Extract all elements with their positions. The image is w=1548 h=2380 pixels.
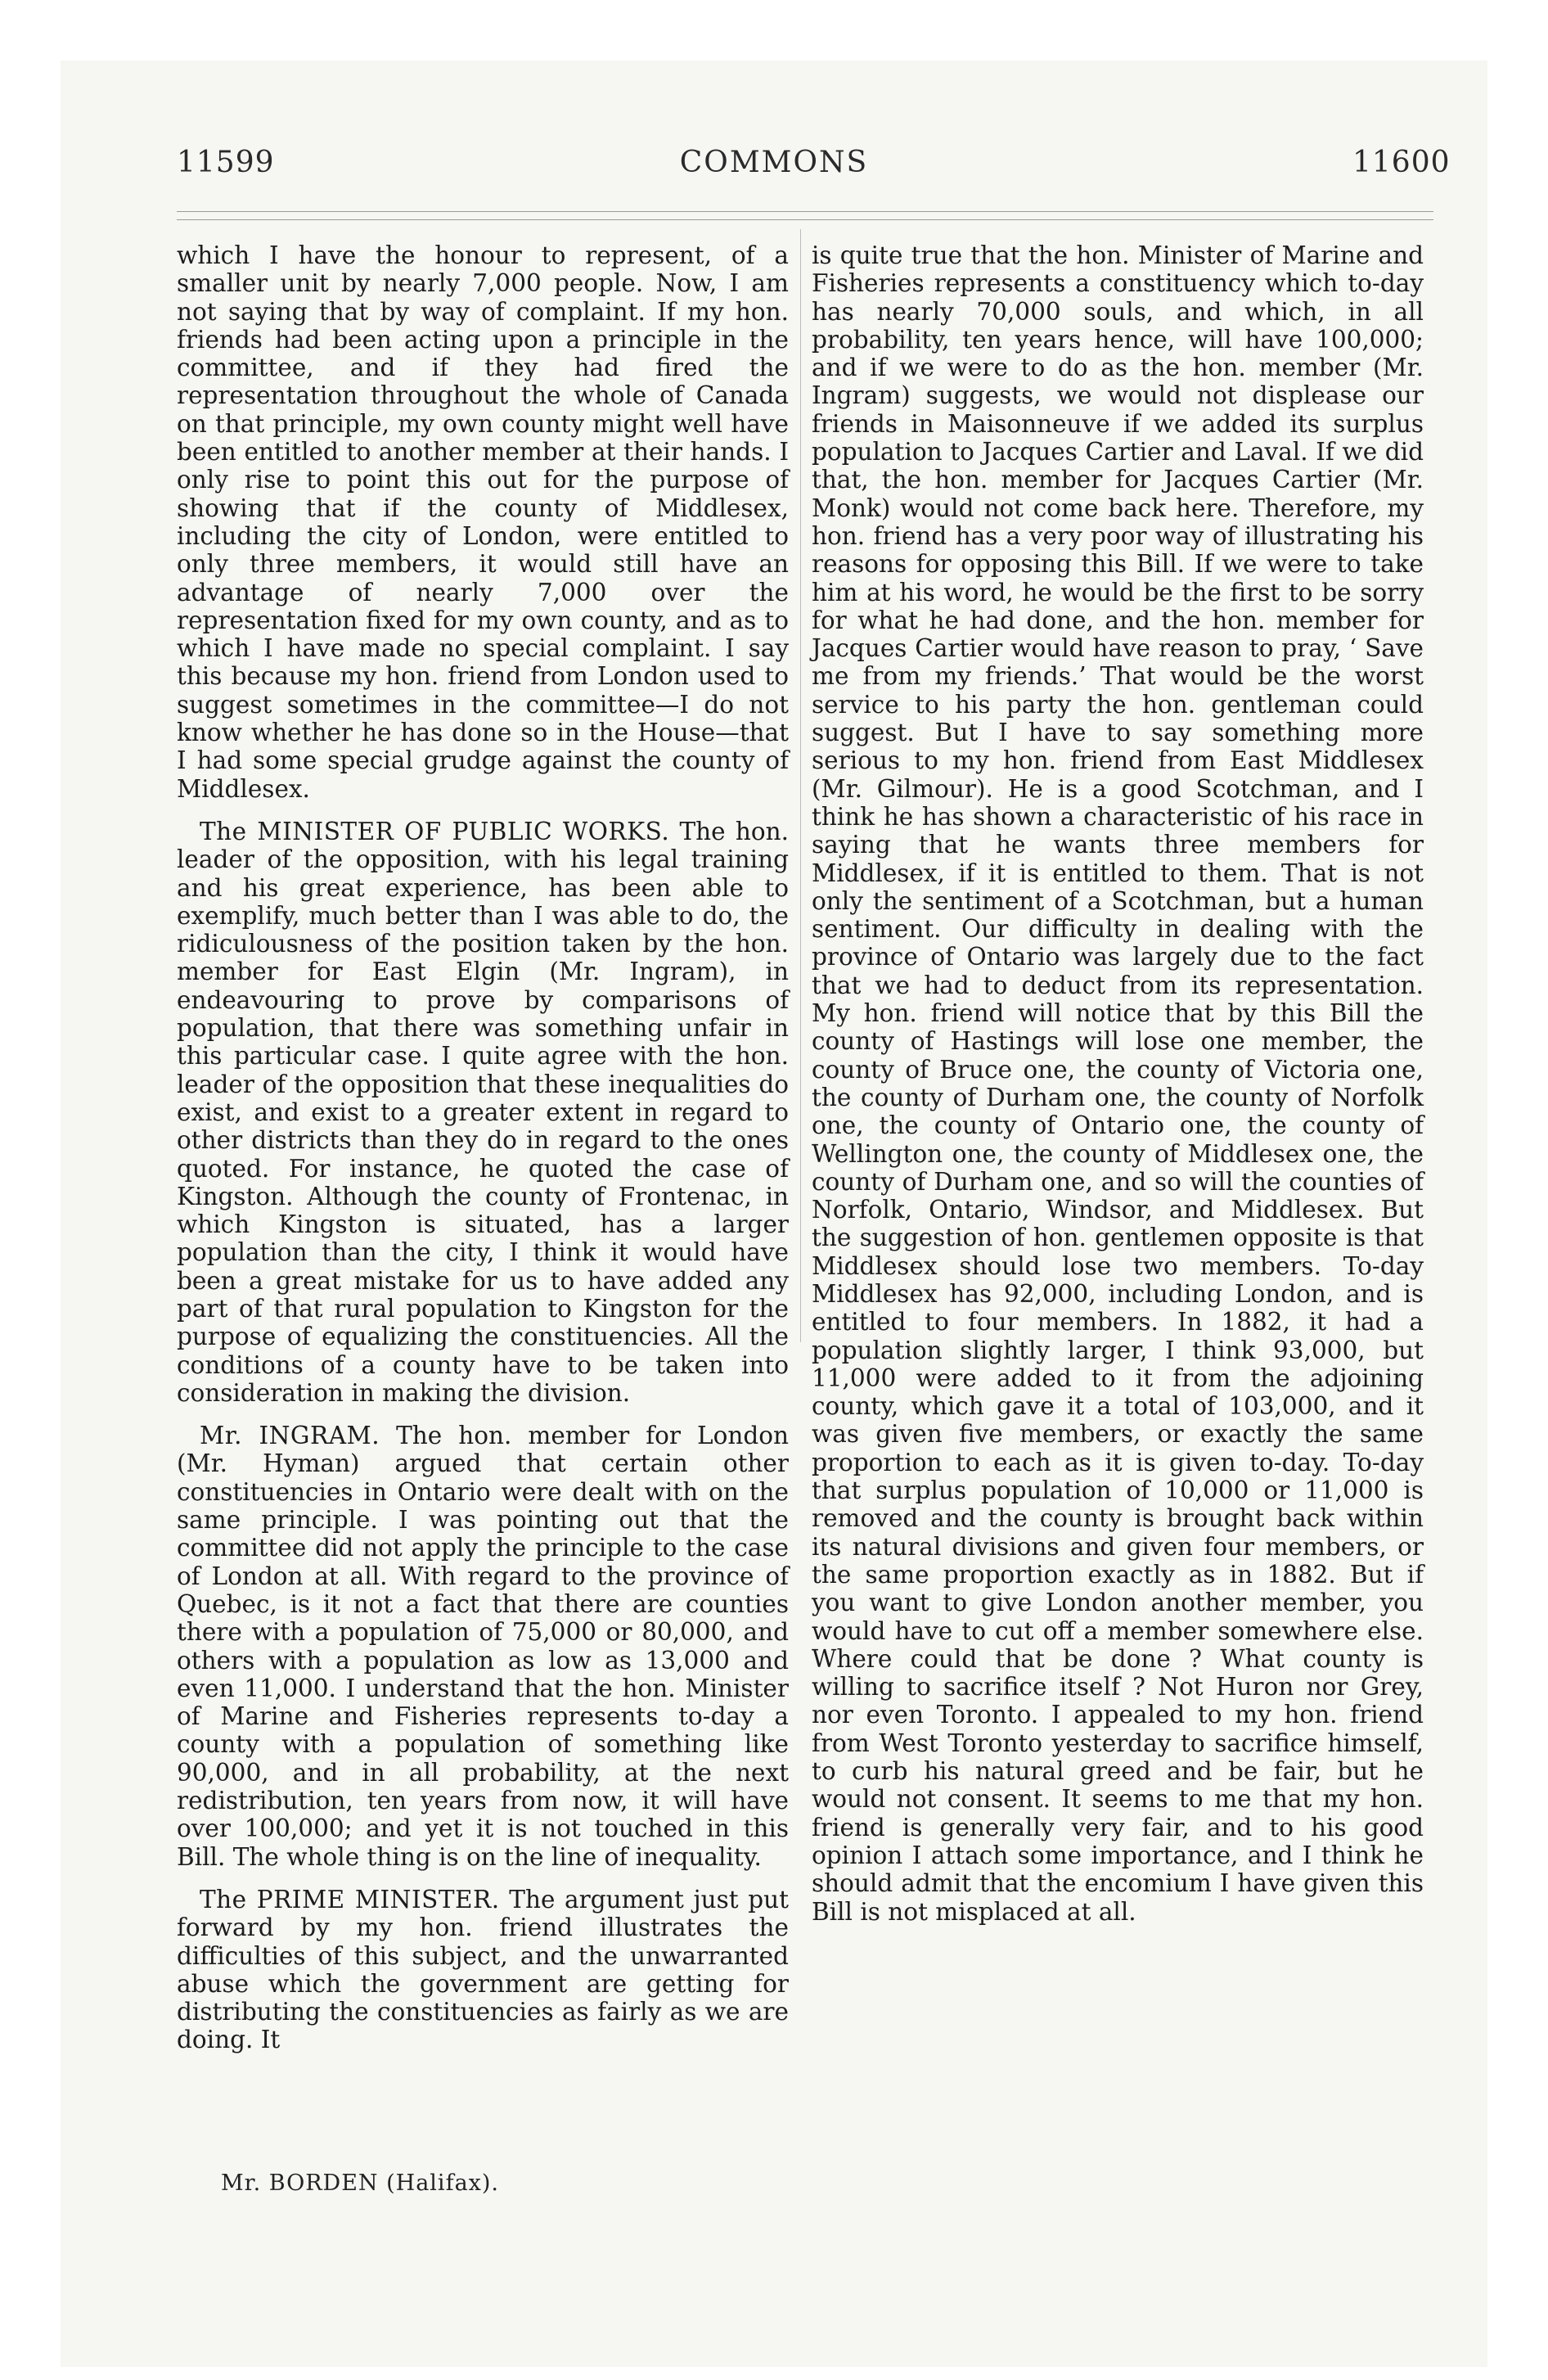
paragraph: [177, 818, 789, 1407]
paragraph: which I have the honour to represent, of a smaller unit by nearly 7,000 people. Now, I am not saying that by way of complaint. If my hon. friends had been acting upon a principle in the committee, and if they had fired the representation throughout the whole of Canada on that principle, my own county might well have been entitled to another member at their hands. I only rise to point this out for the purpose of showing that if the county of Middlesex, including the city of London, were entitled to only three members, it would still have an advantage of nearly 7,000 over the representation fixed for my own county, and as to which I have made no special complaint. I say this because my hon. friend from London used to suggest sometimes in the committee—I do not know whether he has done so in the House—that I had some special grudge against the county of Middlesex.: [177, 241, 789, 803]
page-signoff: Mr. BORDEN (Halifax).: [221, 2170, 500, 2196]
speech-text: The hon. leader of the opposition, with his legal training and his great experience, has been able to exemplify, much better than I was able to do, the ridiculousness of the position taken by the hon. member for East Elgin (Mr. Ingram), in endeavouring to prove by comparisons of population, that there was something unfair in this particular case. I quite agree with the hon. leader of the opposition that these inequalities do exist, and exist to a greater extent in regard to other districts than they do in regard to the ones quoted. For instance, he quoted the case of Kingston. Although the county of Frontenac, in which Kingston is situated, has a larger population than the city, I think it would have been a great mistake for us to have added any part of that rural population to Kingston for the purpose of equalizing the constituencies. All the conditions of a county have to be taken into consideration in making the division.: [177, 817, 789, 1407]
header-rule-bottom: [177, 219, 1433, 220]
page-number-left: 11599: [177, 146, 275, 179]
page-number-right: 11600: [1352, 146, 1451, 179]
right-column: [812, 241, 1424, 1926]
paragraph: [177, 1886, 789, 2054]
speaker-name: The MINISTER OF PUBLIC WORKS.: [200, 817, 670, 845]
column-divider: [800, 229, 801, 1342]
paragraph: [177, 1422, 789, 1871]
running-head: COMMONS: [679, 146, 869, 179]
speaker-name: The PRIME MINISTER.: [200, 1885, 500, 1913]
speech-text: The hon. member for London (Mr. Hyman) argued that certain other constituencies in Ontario were dealt with on the same principle. I was pointing out that the committee did not apply the principle to the case of London at all. With regard to the province of Quebec, is it not a fact that there are counties there with a population of 75,000 or 80,000, and others with a population as low as 13,000 and even 11,000. I understand that the hon. Minister of Marine and Fisheries represents to-day a county with a population of something like 90,000, and in all probability, at the next redistribution, ten years from now, it will have over 100,000; and yet it is not touched in this Bill. The whole thing is on the line of inequality.: [177, 1422, 789, 1871]
speaker-name: Mr. INGRAM.: [200, 1422, 380, 1450]
paragraph: is quite true that the hon. Minister of Marine and Fisheries represents a constituency which to-day has nearly 70,000 souls, and which, in all probability, ten years hence, will have 100,000; and if we were to do as the hon. member (Mr. Ingram) suggests, we would not displease our friends in Maisonneuve if we added its surplus population to Jacques Cartier and Laval. If we did that, the hon. member for Jacques Cartier (Mr. Monk) would not come back here. Therefore, my hon. friend has a very poor way of illustrating his reasons for opposing this Bill. If we were to take him at his word, he would be the first to be sorry for what he had done, and the hon. member for Jacques Cartier would have reason to pray, ‘ Save me from my friends.’ That would be the worst service to his party the hon. gentleman could suggest. But I have to say something more serious to my hon. friend from East Middlesex (Mr. Gilmour). He is a good Scotchman, and I think he has shown a characteristic of his race in saying that he wants three members for Middlesex, if it is entitled to them. That is not only the sentiment of a Scotchman, but a human sentiment. Our difficulty in dealing with the province of Ontario was largely due to the fact that we had to deduct from its representation. My hon. friend will notice that by this Bill the county of Hastings will lose one member, the county of Bruce one, the county of Victoria one, the county of Durham one, the county of Norfolk one, the county of Ontario one, the county of Wellington one, the county of Middlesex one, the county of Durham one, and so will the counties of Norfolk, Ontario, Windsor, and Middlesex. But the suggestion of hon. gentlemen opposite is that Middlesex should lose two members. To-day Middlesex has 92,000, including London, and is entitled to four members. In 1882, it had a population slightly larger, I think 93,000, but 11,000 were added to it from the adjoining county, which gave it a total of 103,000, and it was given five members, or exactly the same proportion to each as it is given to-day. To-day that surplus population of 10,000 or 11,000 is removed and the county is brought back within its natural divisions and given four members, or the same proportion exactly as in 1882. But if you want to give London another member, you would have to cut off a member somewhere else. Where could that be done ? What county is willing to sacrifice itself ? Not Huron nor Grey, nor even Toronto. I appealed to my hon. friend from West Toronto yesterday to sacrifice himself, to curb his natural greed and be fair, but he would not consent. It seems to me that my hon. friend is generally very fair, and to his good opinion I attach some importance, and I think he should admit that the encomium I have given this Bill is not misplaced at all.: [812, 241, 1424, 1926]
header-rule-top: [177, 211, 1433, 212]
left-column: [177, 241, 789, 2054]
speech-text: The argument just put forward by my hon. friend illustrates the difficulties of this subject, and the unwarranted abuse which the government are getting for distributing the constituencies as fairly as we are doing. It: [177, 1885, 789, 2054]
